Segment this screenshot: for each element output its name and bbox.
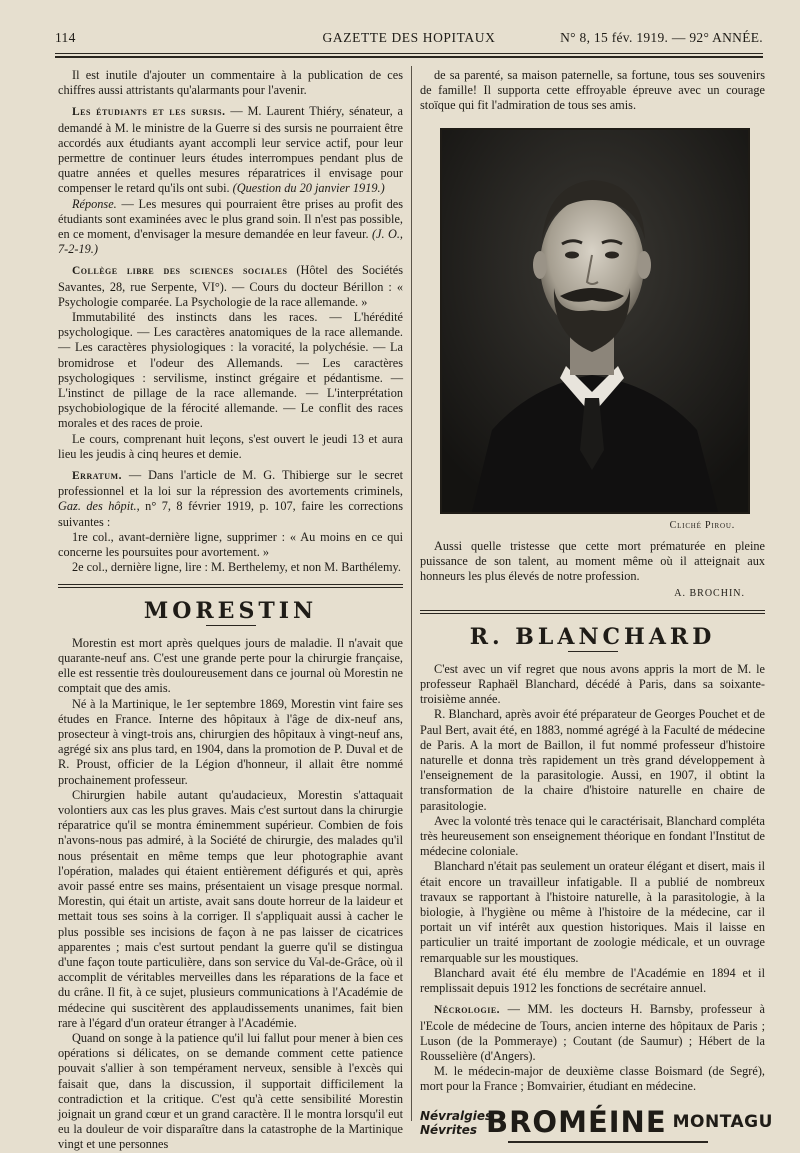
morestin-continuation: de sa parenté, sa maison paternelle, sa fortune, tous ses souvenirs de famille! Il supporta cette effroyable épreuve avec un courage stoïque qui fit l'admiration de tous ses amis.	[420, 68, 765, 113]
header-rule	[55, 53, 763, 54]
author-signature: A. BROCHIN.	[674, 588, 745, 600]
right-column	[420, 68, 773, 1143]
page-header	[55, 30, 763, 52]
college-text: (Hôtel des Sociétés Savantes, 28, rue Serpente, VI°). — Cours du docteur Bérillon : « Psychologie comparée. La Psychologie de la race allemande. »	[58, 263, 403, 309]
morestin-title: MORESTIN	[143, 597, 318, 624]
intro-paragraph: Il est inutile d'ajouter un commentaire à la publication de ces chiffres aussi attristants qu'alarmants pour l'avenir.	[58, 68, 403, 98]
erratum-paragraph	[58, 468, 403, 530]
journal-title: GAZETTE DES HOPITAUX	[322, 30, 496, 45]
necrology-heading: Nécrologie.	[434, 1004, 501, 1017]
portrait-illustration	[442, 130, 748, 512]
blanchard-paragraph-3: Avec la volonté très tenace qui le caractérisait, Blanchard compléta très heureusement son enseignement théorique en fondant l'Institut de médecine coloniale.	[420, 813, 765, 859]
morestin-paragraph-1: Morestin est mort après quelques jours de maladie. Il n'avait que quarante-neuf ans. C'est une grande perte pour la chirurgie française, elle est ressentie très douloureusement dans ce journal où Morestin ne comptait que des amis.	[58, 635, 403, 696]
college-heading: Collège libre des sciences sociales	[72, 265, 288, 278]
ad-maker: MONTAGU	[672, 1111, 773, 1132]
erratum-text: — Dans l'article de M. G. Thibierge sur le secret professionnel et la loi sur la répression des avortements criminels,	[58, 468, 403, 499]
page-number: 114	[55, 30, 76, 45]
morestin-paragraph-2: Né à la Martinique, le 1er septembre 1869, Morestin vint faire ses études en France. Interne des hôpitaux à l'âge de dix-neuf ans, prosecteur à vingt-trois ans, chirurgien des hôpitaux à vingt-neuf ans, agrégé six ans plus tard, en 1904, dans la promotion de P. Duval et de R. Proust, officier de la Légion d'honneur, il allait être nommé prochainement professeur.	[58, 696, 403, 787]
erratum-text-2: , n° 7, 8 février 1919, p. 107, faire les corrections suivantes :	[58, 499, 403, 529]
issue-info: N° 8, 15 fév. 1919. — 92° ANNÉE.	[560, 30, 763, 45]
erratum-heading: Erratum.	[72, 470, 122, 483]
ad-line-1: Névralgies	[420, 1108, 493, 1123]
erratum-correction-1: 1re col., avant-dernière ligne, supprimer : « Au moins en ce qui concerne les poursuites pour avortement. »	[58, 529, 403, 560]
reponse-paragraph	[58, 197, 403, 258]
portrait-photo	[440, 128, 750, 514]
morestin-paragraph-4: Quand on songe à la patience qu'il lui fallut pour mener à bien ces opérations si délicates, on se demande comment cette patience pouvait s'allier à son tempérament nerveux, sensible à l'excès qui faisait que, dans la discussion, il supportait difficilement la contradiction et la critique. C'est qu'à cette sensibilité Morestin joignait un grand cœur et un grand caractère. Il le montra lorsqu'il eut eu la douleur de voir disparaître dans la catastrophe de la Martinique vingt et une personnes	[58, 1030, 403, 1152]
section-divider-2	[420, 610, 765, 614]
reponse-label: Réponse.	[72, 196, 117, 211]
necrology-paragraph-2: M. le médecin-major de deuxième classe Boismard (de Segré), mort pour la France ; Bomvairier, étudiant en médecine.	[420, 1064, 765, 1094]
college-topics: Immutabilité des instincts dans les races. — L'hérédité psychologique. — Les caractères anatomiques de la race allemande. — Les caractères physiologiques : la voracité, la polychésie. — La bromidrose et l'odeur des Allemands. — Les caractères psychologiques : servilisme, instinct grégaire et pédantisme. — L'instinct de pillage de la race allemande. — L'interprétation psychobiologique de la férocité allemande. — Le conflit des races morales et des races de proie.	[58, 310, 403, 431]
ad-brand: BROMÉINE	[486, 1104, 667, 1139]
header-rule-thick	[55, 56, 763, 58]
photo-credit: Cliché Pirou.	[669, 519, 735, 531]
ad-indications	[420, 1108, 493, 1137]
blanchard-paragraph-2: R. Blanchard, après avoir été préparateur de Georges Pouchet et de Paul Bert, avait été, en 1883, nommé agrégé à la Faculté de médecine de Paris. A la mort de Baillon, il fut nommé professeur d'histoire naturelle et donna très rapidement un très grand développement à l'enseignement de la parasitologie. Aussi, en 1907, il obtint la transformation de la chaire d'histoire naturelle en chaire de parasitologie.	[420, 707, 765, 813]
sursis-paragraph	[58, 104, 403, 196]
column-separator	[411, 66, 412, 1121]
necrology-text: — MM. les docteurs H. Barnsby, professeur à l'Ecole de médecine de Tours, ancien interne des hôpitaux de Paris ; Luson (de la Pommeraye) ; Coutant (de Saumur) ; Hébert de la Rousselière (d'Angers).	[420, 1002, 765, 1063]
title-underline	[206, 625, 256, 626]
college-schedule: Le cours, comprenant huit leçons, s'est ouvert le jeudi 13 et aura lieu les jeudis à cinq heures et demie.	[58, 431, 403, 461]
reponse-text: — Les mesures qui pourraient être prises au profit des étudiants sont examinées avec le plus grand soin. Il n'est pas possible, en ce moment, d'envisager la mesure demandée en leur faveur.	[58, 196, 403, 242]
blanchard-paragraph-1: C'est avec un vif regret que nous avons appris la mort de M. le professeur Raphaël Blanchard, décédé à Paris, dans sa soixante-troisième année.	[420, 661, 765, 707]
erratum-reference: Gaz. des hôpit.	[58, 499, 137, 514]
college-paragraph	[58, 263, 403, 310]
blanchard-paragraph-5: Blanchard avait été élu membre de l'Académie en 1894 et il remplissait depuis 1912 les fonctions de secrétaire annuel.	[420, 965, 765, 996]
title-underline-2	[568, 651, 618, 652]
morestin-closing: Aussi quelle tristesse que cette mort prématurée en pleine puissance de son talent, au moment même où il atteignait aux honneurs les plus élevés de notre profession.	[420, 538, 765, 584]
reponse-reference: (J. O., 7-2-19.)	[58, 227, 403, 257]
sursis-text: — M. Laurent Thiéry, sénateur, a demandé à M. le ministre de la Guerre si des sursis ne pourraient être accordés aux étudiants ayant accompli leur service actif, pour leur permettre de continuer leurs études interrompues pendant plus de quatre années et quelles mesures réparatrices il envisage pour compenser le retard qu'ils ont subi.	[58, 104, 403, 196]
erratum-correction-2: 2e col., dernière ligne, lire : M. Berthelemy, et non M. Barthélemy.	[72, 560, 401, 575]
advertisement	[420, 1104, 773, 1139]
ad-line-2: Névrites	[420, 1122, 478, 1137]
sursis-heading: Les étudiants et les sursis.	[72, 106, 226, 119]
sursis-reference: (Question du 20 janvier 1919.)	[229, 181, 385, 196]
section-divider	[58, 584, 403, 588]
left-column	[58, 68, 403, 1153]
blanchard-title: R. BLANCHARD	[469, 623, 716, 650]
morestin-paragraph-3: Chirurgien habile autant qu'audacieux, Morestin s'attaquait volontiers aux cas les plus graves. Mais c'est surtout dans la chirurgie réparatrice qu'il se montra éminemment supérieur. Combien de fois n'avons-nous pas admiré, à la Société de chirurgie, des malades qu'il nous présentait en même temps que leur photographie avant l'opération, malades qui étaient entièrement défigurés et qui, après avoir passé entre ses mains, présentaient un visage presque normal. Morestin, qui était un artiste, avait sans doute horreur de la laideur et mettait tous ses soins à la corriger. Il s'appliquait aussi à cacher le plus possible ses incisions de façon à ne pas laisser de cicatrices apparentes ; mais c'est surtout pendant la guerre qu'il se distingua d'une façon toute particulière, dans son service du Val-de-Grâce, où il accomplit de véritables merveilles dans les réparations de la face et du crâne. Il fit, à ce sujet, plusieurs communications à l'Académie de médecine qui suscitèrent des applaudissements unanimes, fait bien rare à l'égard d'un orateur étranger à l'Académie.	[58, 787, 403, 1030]
necrology-paragraph	[420, 1002, 765, 1064]
blanchard-paragraph-4: Blanchard n'était pas seulement un orateur élégant et disert, mais il était encore un travailleur infatigable. Il a publié de nombreux travaux se rapportant à l'histoire naturelle, à la parasitologie, à la biologie, à l'hygiène ou même à l'histoire de la médecine, car il portait un vif intérêt aux question historiques. Mais il laisse en particulier un traité important de zoologie médicale, et un ouvrage remarquable sur les moustiques.	[420, 859, 765, 965]
